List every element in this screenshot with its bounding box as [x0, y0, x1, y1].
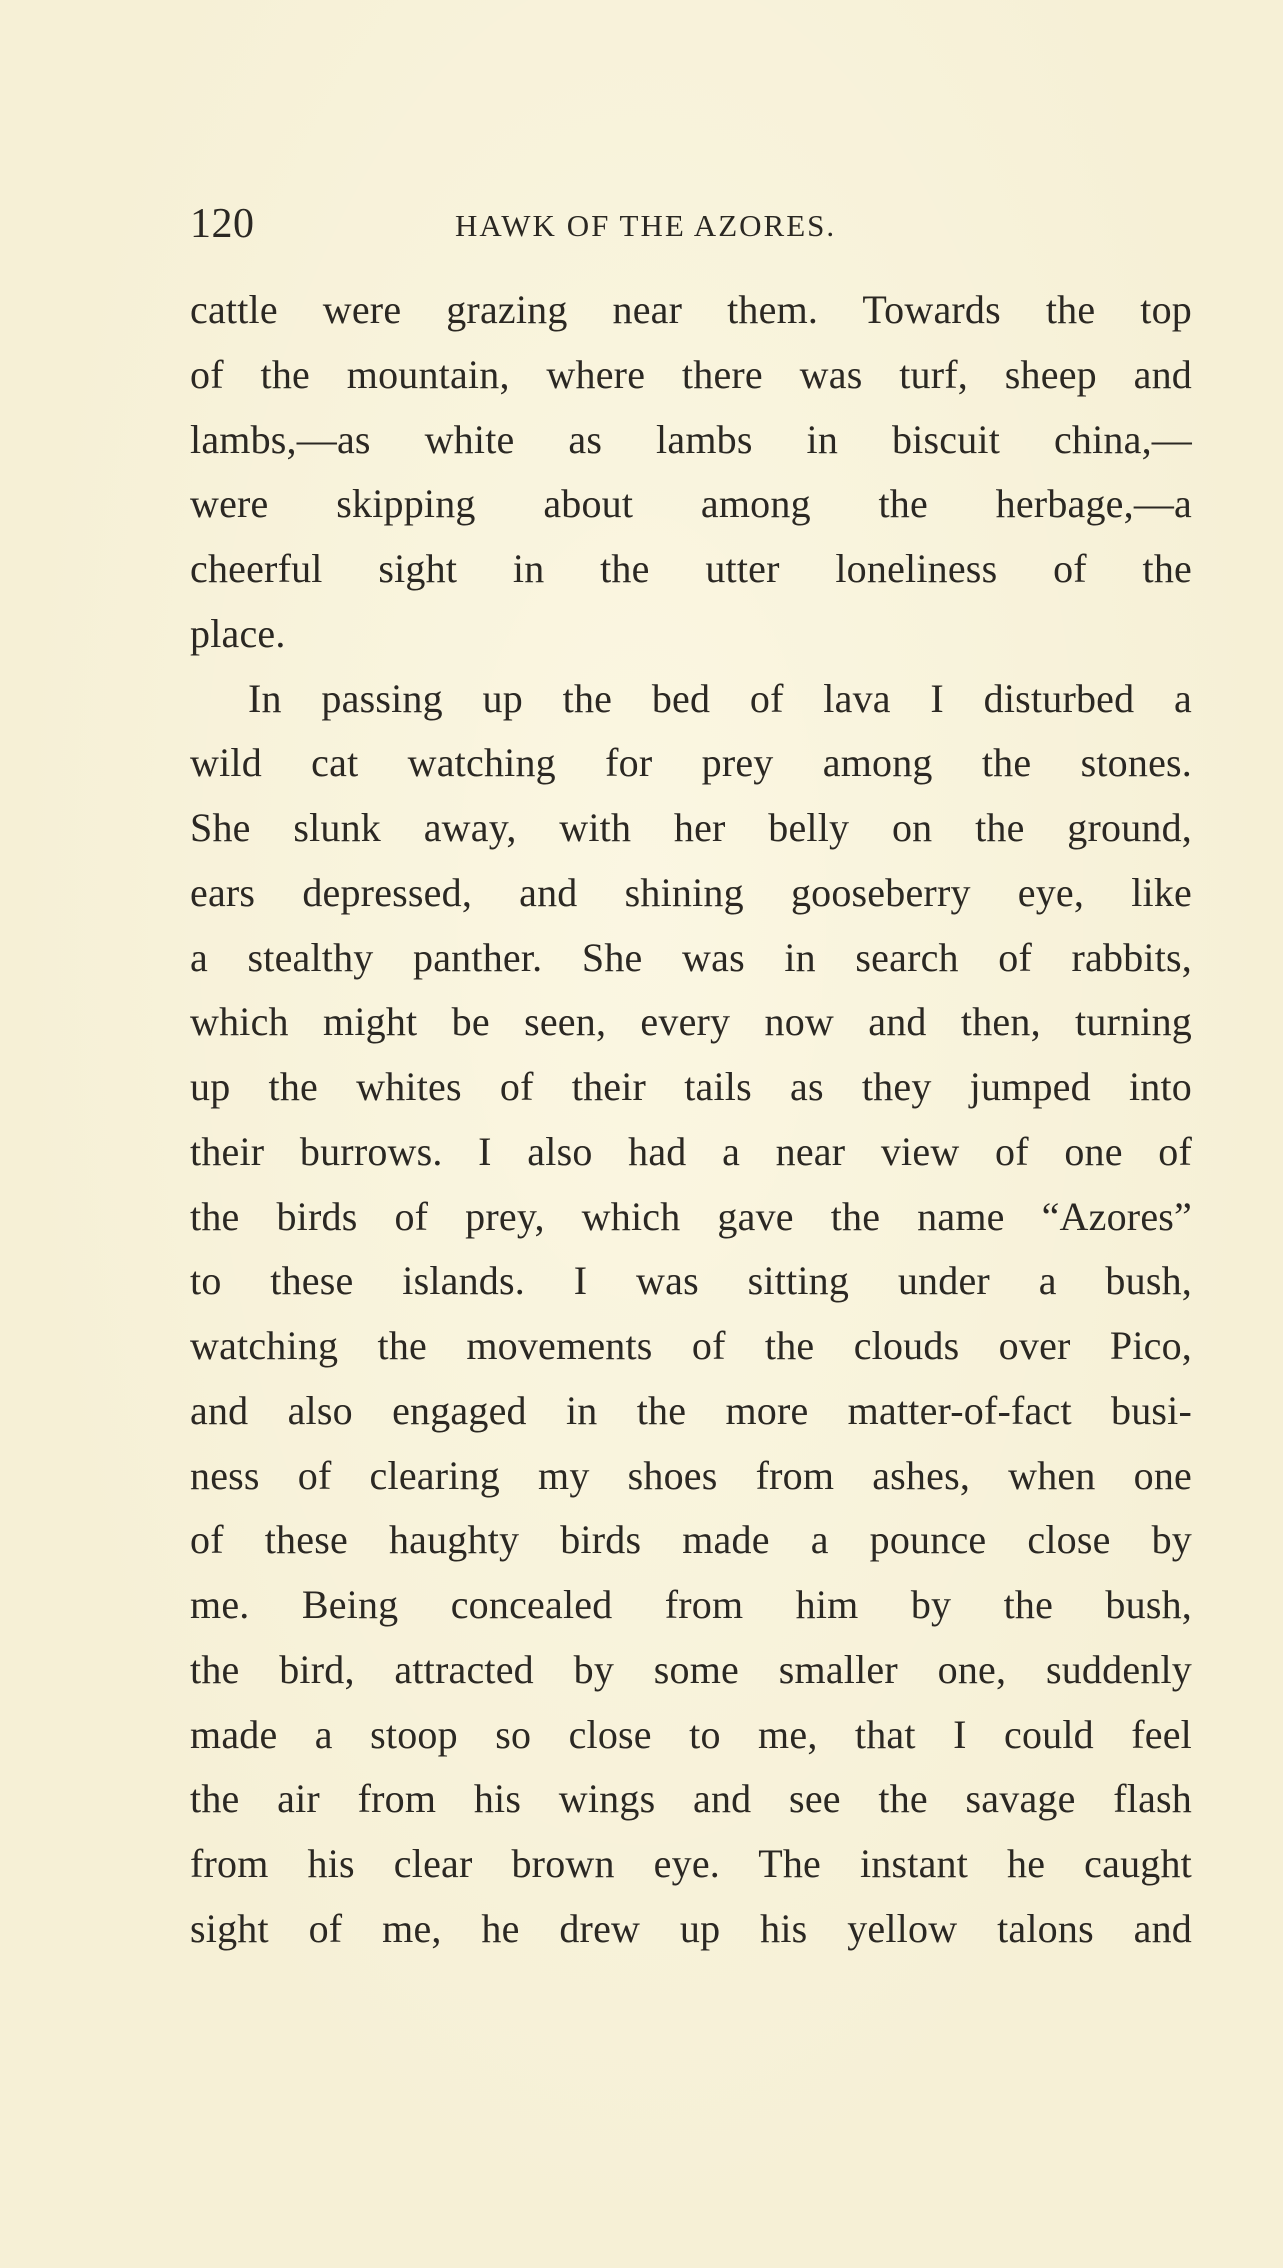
running-title: HAWK OF THE AZORES.	[455, 208, 837, 243]
text-line: wild cat watching for prey among the stones.	[190, 740, 1192, 786]
body-text	[190, 278, 1192, 1962]
text-line: and also engaged in the more matter-of-fact busi-	[190, 1387, 1192, 1433]
text-line: She slunk away, with her belly on the ground,	[190, 805, 1192, 850]
text-line: made a stoop so close to me, that I could feel	[190, 1711, 1192, 1757]
text-line: up the whites of their tails as they jumped into	[190, 1064, 1192, 1109]
text-line: to these islands. I was sitting under a bush,	[190, 1258, 1192, 1304]
text-line: from his clear brown eye. The instant he caught	[190, 1841, 1192, 1886]
text-line: a stealthy panther. She was in search of rabbits,	[190, 934, 1192, 980]
text-line: In passing up the bed of lava I disturbed a	[248, 675, 1192, 721]
text-line: watching the movements of the clouds over Pico,	[190, 1323, 1192, 1368]
text-line: cheerful sight in the utter loneliness of the	[190, 546, 1192, 591]
text-line: sight of me, he drew up his yellow talons and	[190, 1905, 1192, 1951]
text-line: place.	[190, 610, 286, 656]
text-line: of these haughty birds made a pounce close by	[190, 1517, 1192, 1563]
text-line: me. Being concealed from him by the bush,	[190, 1582, 1192, 1627]
text-line: the birds of prey, which gave the name “Azores”	[190, 1193, 1192, 1239]
text-line: of the mountain, where there was turf, sheep and	[190, 351, 1192, 397]
text-line: which might be seen, every now and then, turning	[190, 999, 1192, 1045]
text-line: ears depressed, and shining gooseberry eye, like	[190, 869, 1192, 915]
text-line: the bird, attracted by some smaller one, suddenly	[190, 1646, 1192, 1692]
text-line: their burrows. I also had a near view of one of	[190, 1128, 1192, 1174]
text-line: ness of clearing my shoes from ashes, when one	[190, 1452, 1192, 1498]
text-line: the air from his wings and see the savage flash	[190, 1776, 1192, 1822]
text-line: cattle were grazing near them. Towards the top	[190, 287, 1192, 332]
page-number: 120	[190, 201, 255, 247]
text-line: lambs,—as white as lambs in biscuit china,—	[190, 416, 1192, 462]
running-head	[190, 196, 930, 252]
text-line: were skipping about among the herbage,—a	[190, 481, 1192, 527]
